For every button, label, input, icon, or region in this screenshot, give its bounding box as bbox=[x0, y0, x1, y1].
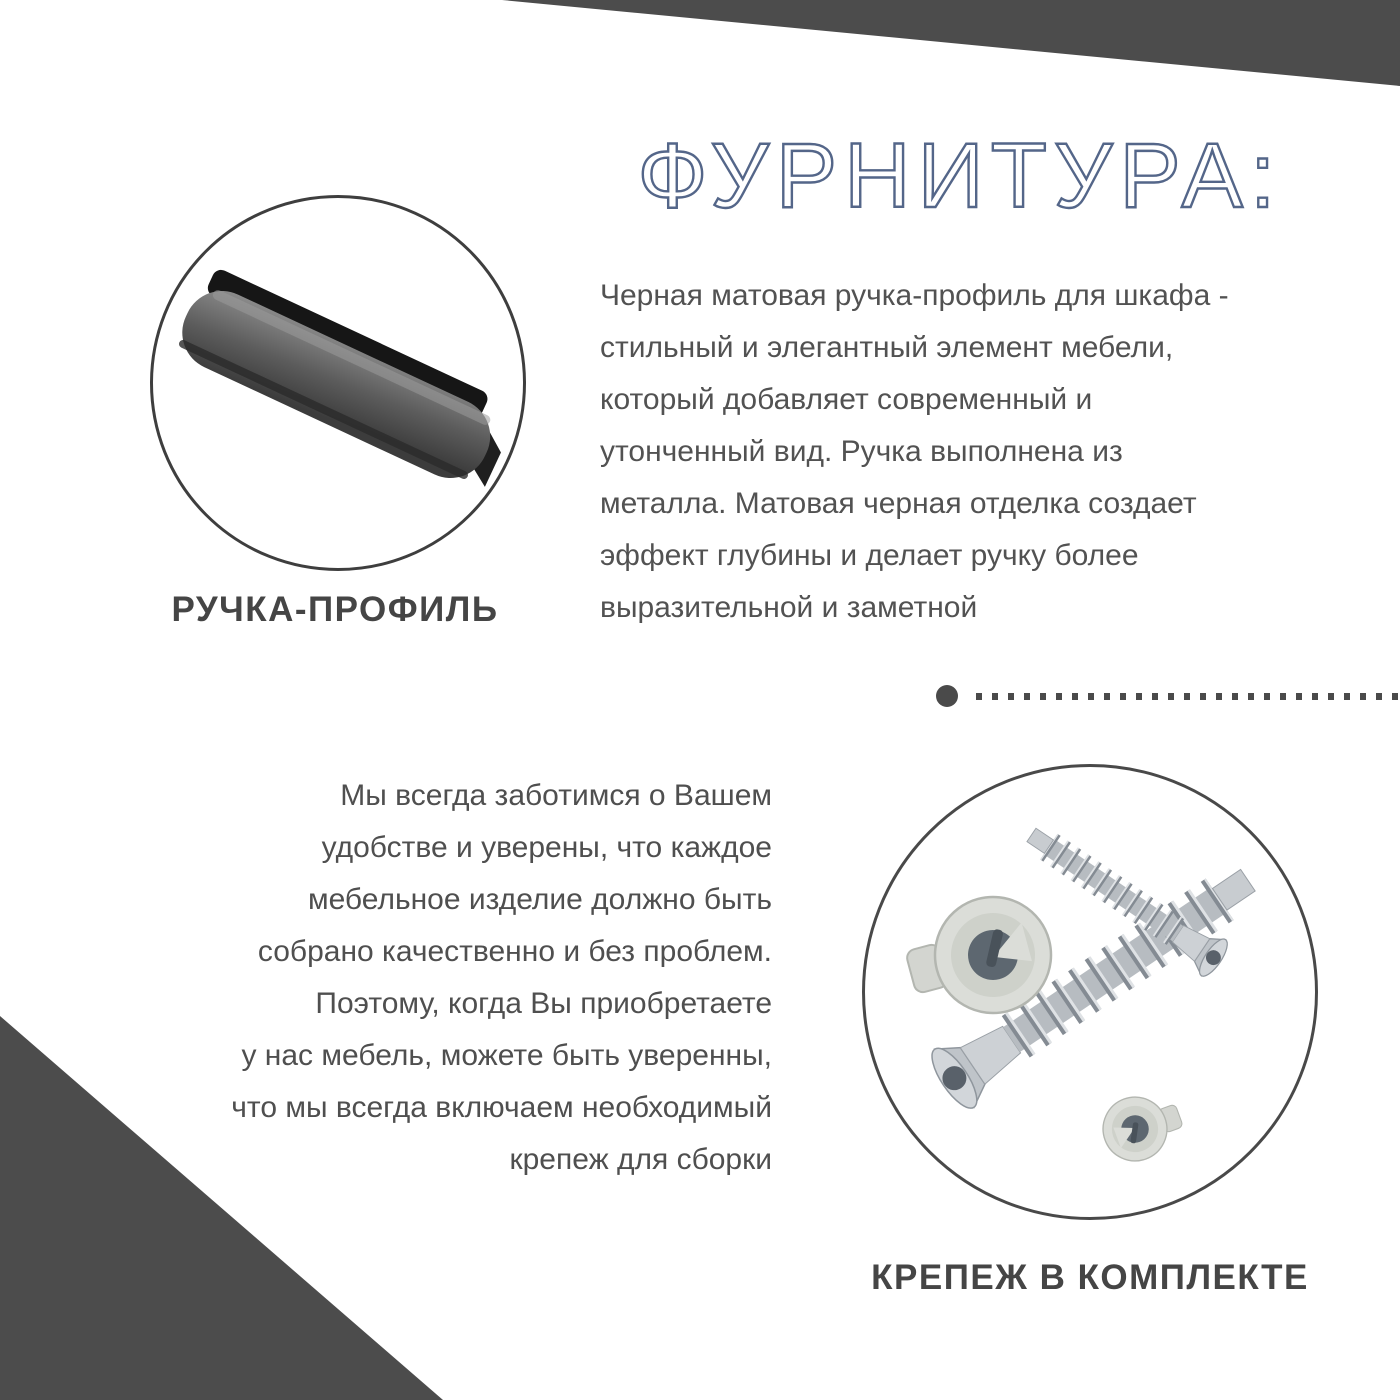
divider-dot bbox=[936, 685, 958, 707]
dotted-divider bbox=[936, 685, 1400, 707]
description-line: который добавляет современный и bbox=[600, 383, 1093, 416]
care-line: у нас мебель, можете быть уверенны, bbox=[241, 1039, 772, 1072]
title-text: ФУРНИТУРА: bbox=[637, 125, 1283, 227]
care-line: Поэтому, когда Вы приобретаете bbox=[315, 987, 772, 1020]
handle-profile-graphic bbox=[170, 264, 521, 496]
handle-description bbox=[600, 270, 1360, 634]
care-description bbox=[132, 770, 772, 1186]
cam-lock-small bbox=[1094, 1083, 1189, 1170]
description-line: металла. Матовая черная отделка создает bbox=[600, 487, 1197, 520]
description-line: выразительной и заметной bbox=[600, 591, 978, 624]
care-line: крепеж для сборки bbox=[509, 1143, 772, 1176]
handle-photo bbox=[153, 198, 523, 568]
description-line: Черная матовая ручка-профиль для шкафа - bbox=[600, 279, 1229, 312]
description-line: утонченный вид. Ручка выполнена из bbox=[600, 435, 1123, 468]
handle-photo-circle bbox=[150, 195, 526, 571]
fasteners-photo-circle bbox=[862, 764, 1318, 1220]
fasteners-label: КРЕПЕЖ В КОМПЛЕКТЕ bbox=[871, 1258, 1309, 1297]
description-line: стильный и элегантный элемент мебели, bbox=[600, 331, 1174, 364]
care-line: мебельное изделие должно быть bbox=[307, 883, 772, 916]
page-title bbox=[520, 95, 1400, 245]
care-line: собрано качественно и без проблем. bbox=[257, 935, 772, 968]
top-right-wedge bbox=[502, 0, 1400, 86]
care-line: удобстве и уверены, что каждое bbox=[321, 831, 772, 864]
divider-dotted-line bbox=[976, 693, 1400, 700]
care-line: что мы всегда включаем необходимый bbox=[231, 1091, 772, 1124]
care-line: Мы всегда заботимся о Вашем bbox=[340, 779, 772, 812]
handle-label: РУЧКА-ПРОФИЛЬ bbox=[171, 590, 499, 629]
fasteners-photo bbox=[865, 767, 1315, 1217]
description-line: эффект глубины и делает ручку более bbox=[600, 539, 1139, 572]
